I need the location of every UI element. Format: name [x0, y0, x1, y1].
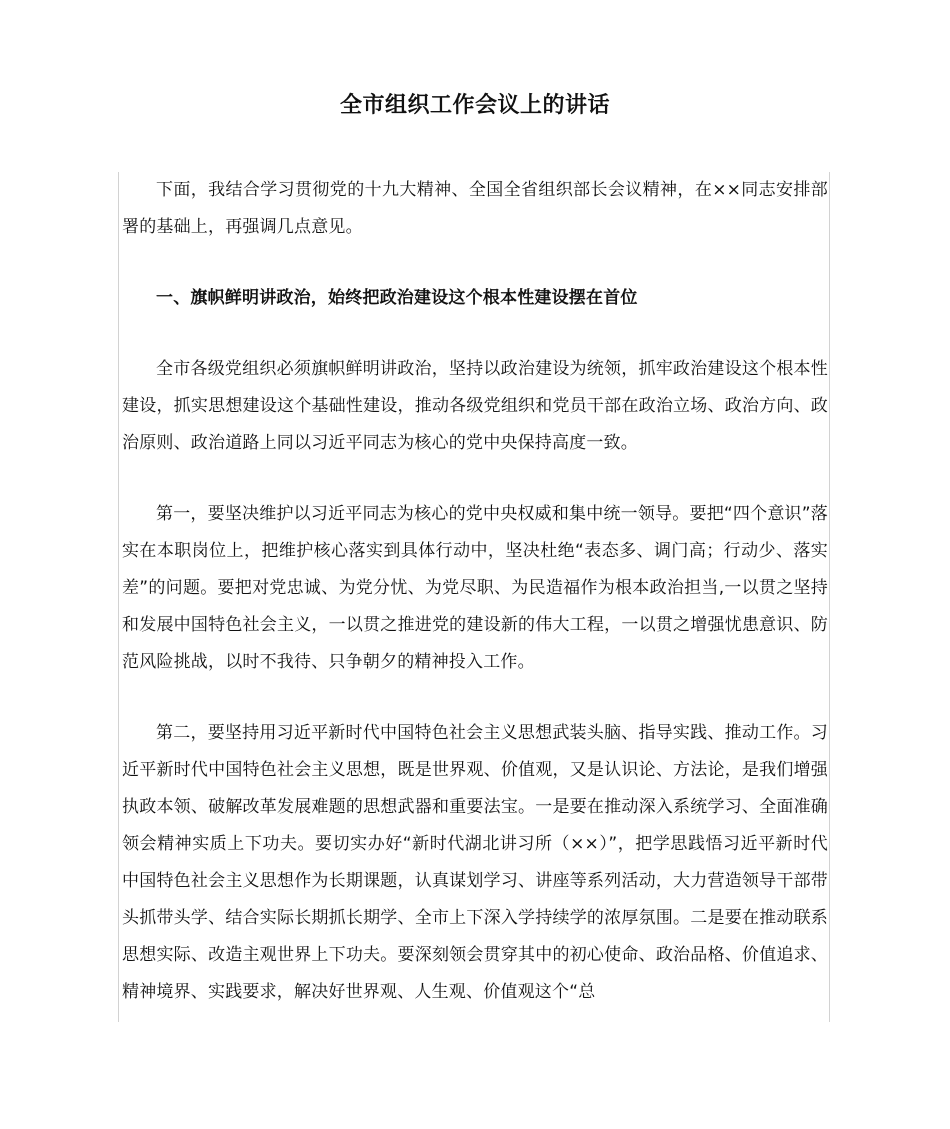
- body-paragraph-first-point: 第一，要坚决维护以习近平同志为核心的党中央权威和集中统一领导。要把“四个意识”落实在本职岗位上，把维护核心落实到具体行动中，坚决杜绝“表态多、调门高；行动少、落实差”的问题。要把对党忠诚、为党分忧、为党尽职、为民造福作为根本政治担当,一以贯之坚持和发展中国特色社会主义，一以贯之推进党的建设新的伟大工程，一以贯之增强忧患意识、防范风险挑战，以时不我待、只争朝夕的精神投入工作。: [122, 504, 828, 672]
- body-paragraph-second-point: 第二，要坚持用习近平新时代中国特色社会主义思想武装头脑、指导实践、推动工作。习近平新时代中国特色社会主义思想，既是世界观、价值观，又是认识论、方法论，是我们增强执政本领、破解改革发展难题的思想武器和重要法宝。一是要在推动深入系统学习、全面准确领会精神实质上下功夫。要切实办好“新时代湖北讲习所（××）”，把学思践悟习近平新时代中国特色社会主义思想作为长期课题，认真谋划学习、讲座等系列活动，大力营造领导干部带头抓带头学、结合实际长期抓长期学、全市上下深入学持续学的浓厚氛围。二是要在推动联系思想实际、改造主观世界上下功夫。要深刻领会贯穿其中的初心使命、政治品格、价值追求、精神境界、实践要求，解决好世界观、人生观、价值观这个“总: [122, 723, 828, 1002]
- document-body-frame: [118, 172, 830, 1022]
- document-title: 全市组织工作会议上的讲话: [339, 93, 610, 118]
- section-heading-1: 一、旗帜鲜明讲政治，始终把政治建设这个根本性建设摆在首位: [156, 288, 638, 308]
- body-paragraph: 全市各级党组织必须旗帜鲜明讲政治，坚持以政治建设为统领，抓牢政治建设这个根本性建设，抓实思想建设这个基础性建设，推动各级党组织和党员干部在政治立场、政治方向、政治原则、政治道路上同以习近平同志为核心的党中央保持高度一致。: [122, 359, 828, 453]
- intro-paragraph: 下面，我结合学习贯彻党的十九大精神、全国全省组织部长会议精神，在××同志安排部署的基础上，再强调几点意见。: [122, 180, 828, 237]
- document-body: [122, 172, 828, 1022]
